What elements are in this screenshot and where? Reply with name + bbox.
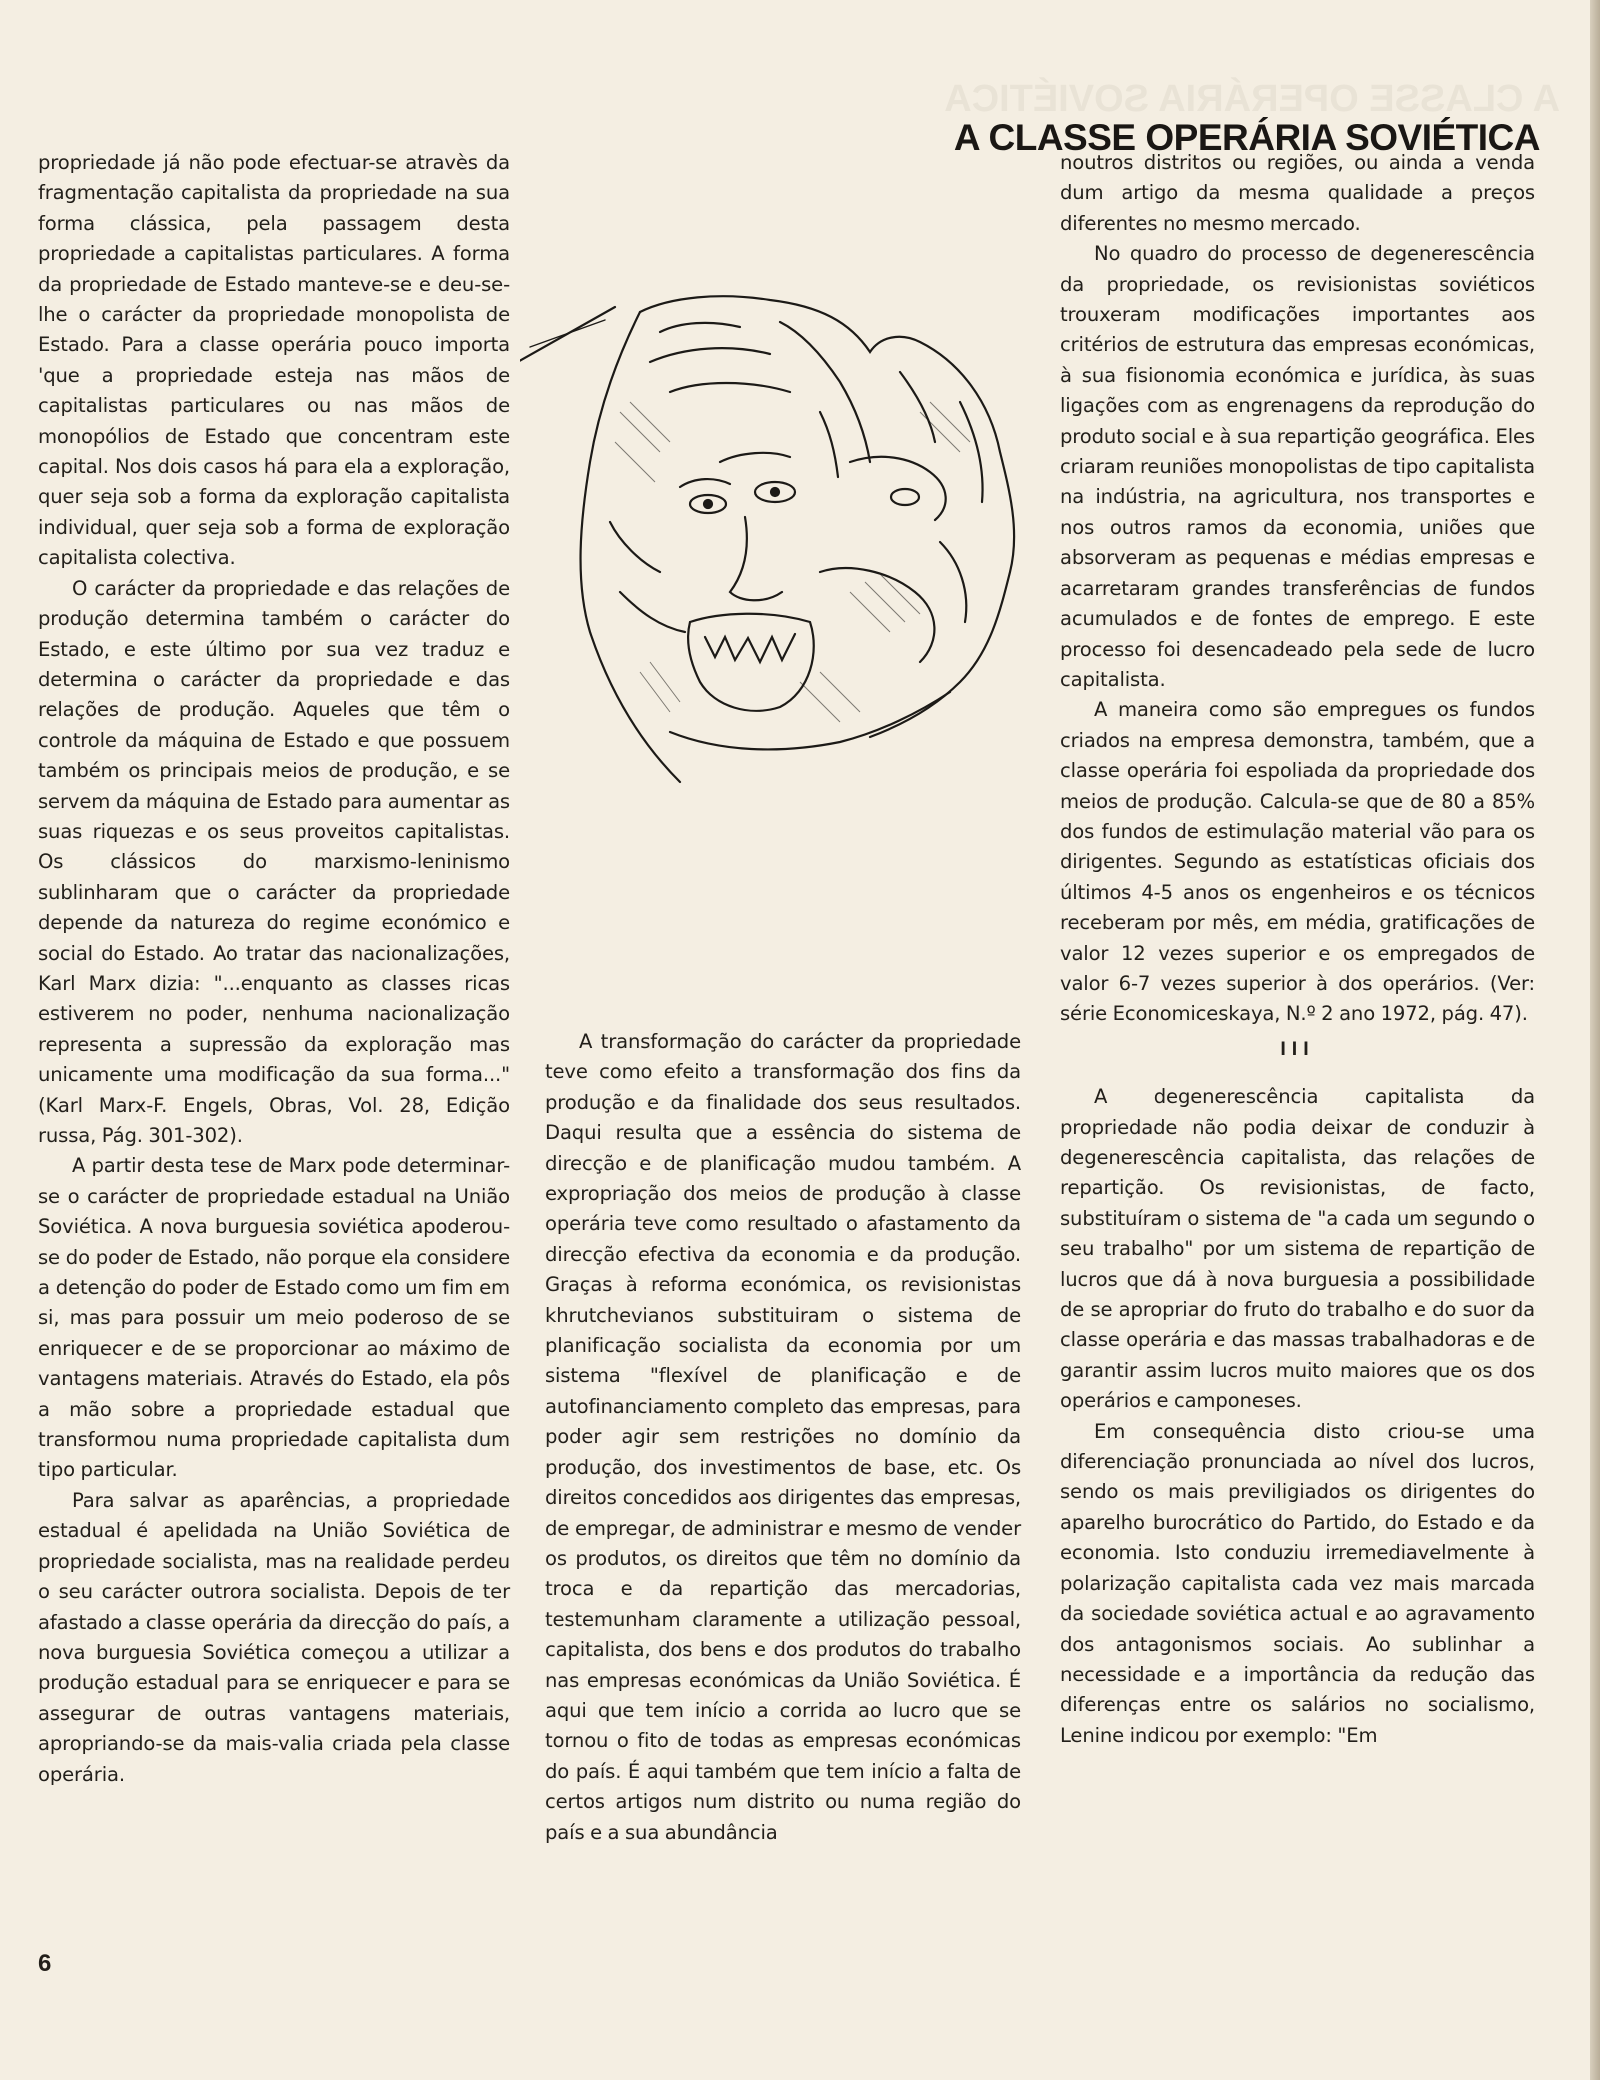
- section-number: III: [1280, 1037, 1315, 1060]
- paragraph: noutros distritos ou regiões, ou ainda a venda dum artigo da mesma qualidade a preços diferentes no mesmo mercado.: [1060, 151, 1535, 235]
- page-number: 6: [38, 1950, 52, 1977]
- text-column-left: [38, 148, 510, 1790]
- paragraph: propriedade já não pode efectuar-se atravès da fragmentação capitalista da propriedade na sua forma clássica, pela passagem desta propriedade a capitalistas particulares. A forma da propriedade de Estado manteve-se e deu-se-lhe o carácter da propriedade monopolista de Estado. Para a classe operária pouco importa 'que a propriedade esteja nas mãos de capitalistas particulares ou nas mãos de monopólios de Estado que concentram este capital. Nos dois casos há para ela a exploração, quer seja sob a forma da exploração capitalista individual, quer seja sob a forma de exploração capitalista colectiva.: [38, 151, 510, 570]
- paragraph: No quadro do processo de degenerescência da propriedade, os revisionistas soviéticos trouxeram modificações importantes aos critérios de estrutura das empresas económicas, à sua fisionomia económica e jurídica, às suas ligações com as engrenagens da reprodução do produto social e à sua repartição geográfica. Eles criaram reuniões monopolistas de tipo capitalista na indústria, na agricultura, nos transportes e nos outros ramos da economia, uniões que absorveram as pequenas e médias empresas e acarretaram grandes transferências de fundos acumulados e de fontes de emprego. E este processo foi desencadeado pela sede de lucro capitalista.: [1060, 242, 1536, 691]
- page-title: A CLASSE OPERÁRIA SOVIÉTICA: [953, 116, 1540, 158]
- text-column-middle: [545, 1027, 1021, 1848]
- paragraph: A degenerescência capitalista da propriedade não podia deixar de conduzir à degenerescência capitalista, das relações de repartição. Os revisionistas, de facto, substituíram o sistema de "a cada um segundo o seu trabalho" por um sistema de repartição de lucros que dá à nova burguesia a possibilidade de se apropriar do fruto do trabalho e do suor da classe operária e das massas trabalhadoras e de garantir assim lucros muito maiores que os dos operários e camponeses.: [1060, 1085, 1535, 1413]
- page-edge: [1590, 0, 1600, 2080]
- paragraph: A transformação do carácter da propriedade teve como efeito a transformação dos fins da produção e da finalidade dos seus resultados. Daqui resulta que a essência do sistema de direcção e de planificação mudou também. A expropriação dos meios de produção à classe operária teve como resultado o afastamento da direcção efectiva da economia e da produção. Graças à reforma económica, os revisionistas khrutchevianos substituiram o sistema de planificação socialista da economia por um sistema "flexível de planificação e de autofinanciamento completo das empresas, para poder agir sem restrições no domínio da produção, dos investimentos de base, etc. Os direitos concedidos aos dirigentes das empresas, de empregar, de administrar e mesmo de vender os produtos, os direitos que têm no domínio da troca e da repartição das mercadorias, testemunham claramente a utilização pessoal, capitalista, dos bens e dos produtos do trabalho nas empresas económicas da União Soviética. É aqui que tem início a corrida ao lucro que se tornou o fito de todas as empresas económicas do país. É aqui também que tem início a falta de certos artigos num distrito ou numa região do país e a sua abundância: [545, 1030, 1021, 1844]
- paragraph: Para salvar as aparências, a propriedade estadual é apelidada na União Soviética de propriedade socialista, mas na realidade perdeu o seu carácter outrora socialista. Depois de ter afastado a classe operária da direcção do país, a nova burguesia Soviética começou a utilizar a produção estadual para se enriquecer e para se assegurar de outras vantagens materiais, apropriando-se da mais-valia criada pela classe operária.: [38, 1488, 510, 1786]
- paragraph: A maneira como são empregues os fundos criados na empresa demonstra, também, que a classe operária foi espoliada da propriedade dos meios de produção. Calcula-se que de 80 a 85% dos fundos de estimulação material vão para os dirigentes. Segundo as estatísticas oficiais dos últimos 4-5 anos os engenheiros e os técnicos receberam por mês, em média, gratificações de valor 12 vezes superior e os empregados de valor 6-7 vezes superior à dos operários. (Ver: série Economiceskaya, N.º 2 ano 1972, pág. 47).: [1060, 698, 1535, 1026]
- paragraph: O carácter da propriedade e das relações de produção determina também o carácter do Estado, e este último por sua vez traduz e determina o carácter da propriedade e das relações de produção. Aqueles que têm o controle da máquina de Estado e que possuem também os principais meios de produção, e se servem da máquina de Estado para aumentar as suas riquezas e os seus proveitos capitalistas. Os clássicos do marxismo-leninismo sublinharam que o carácter da propriedade depende da natureza do regime económico e social do Estado. Ao tratar das nacionalizações, Karl Marx dizia: "...enquanto as classes ricas estiverem no poder, nenhuma nacionalização representa a supressão da exploração mas unicamente uma modificação da sua forma..." (Karl Marx-F. Engels, Obras, Vol. 28, Edição russa, Pág. 301-302).: [38, 576, 510, 1147]
- text-column-right: [1060, 148, 1535, 1751]
- caricature-illustration: [520, 292, 1040, 797]
- paragraph: A partir desta tese de Marx pode determinar-se o carácter de propriedade estadual na União Soviética. A nova burguesia soviética apoderou-se do poder de Estado, não porque ela considere a detenção do poder de Estado como um fim em si, mas para possuir um meio poderoso de se enriquecer e de se proporcionar ao máximo de vantagens materiais. Através do Estado, ela pôs a mão sobre a propriedade estadual que transformou numa propriedade capitalista dum tipo particular.: [38, 1154, 510, 1482]
- paragraph: Em consequência disto criou-se uma diferenciação pronunciada ao nível dos lucros, sendo os mais previligiados os dirigentes do aparelho burocrático do Partido, do Estado e da economia. Isto conduziu irremediavelmente à polarização capitalista cada vez mais marcada da sociedade soviética actual e ao agravamento dos antagonismos sociais. Ao sublinhar a necessidade e a importância da redução das diferenças entre os salários no socialismo, Lenine indicou por exemplo: "Em: [1060, 1419, 1535, 1747]
- show-through-text: A CLASSE OPERÁRIA SOVIÉTICA: [944, 78, 1560, 120]
